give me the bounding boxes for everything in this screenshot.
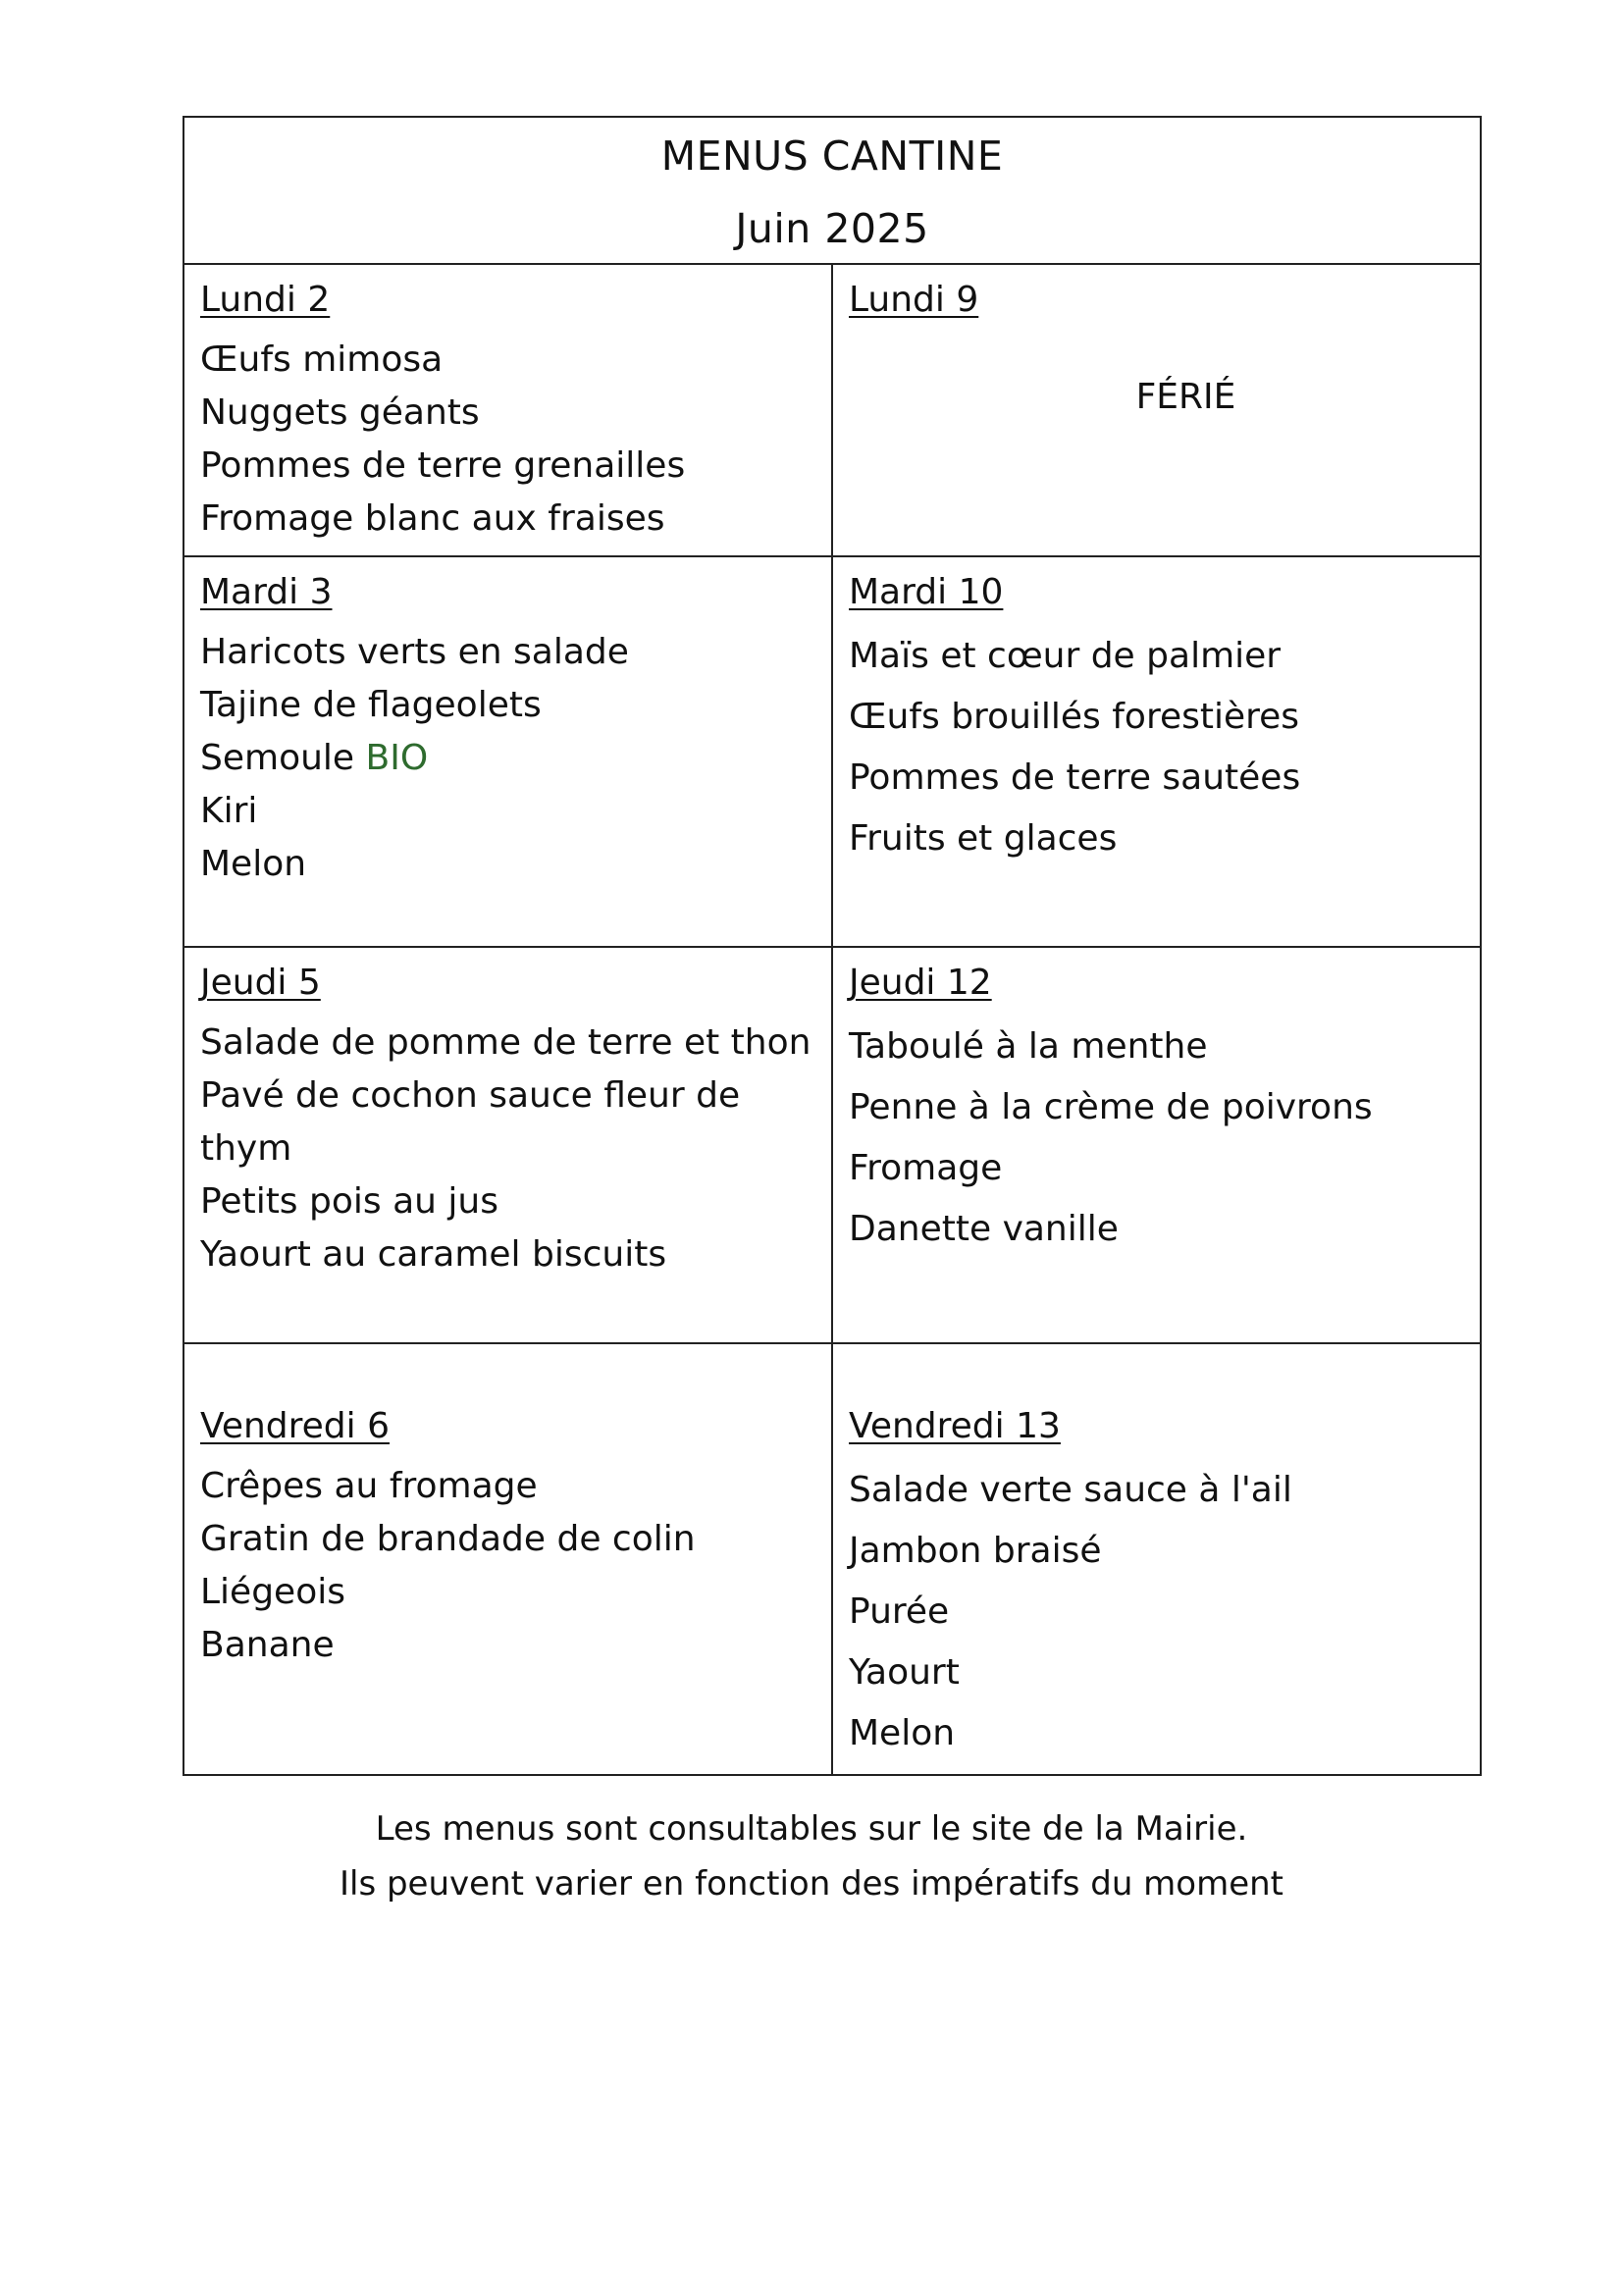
page-title: MENUS CANTINE [660,132,1004,180]
footer-note [0,1801,1623,1911]
dish-item: Œufs brouillés forestières [849,697,1300,737]
day-cell-jeudi-12 [832,947,1481,1343]
dish-item: Pommes de terre grenailles [200,445,686,486]
dish-item: Pommes de terre sautées [849,757,1301,798]
dish-item: Kiri [200,791,258,831]
dish-item: Fromage [849,1148,1003,1188]
dish-item: Crêpes au fromage [200,1466,538,1506]
page-subtitle: Juin 2025 [735,205,929,252]
dish-item: Melon [200,844,307,884]
day-label: Mardi 10 [849,572,1004,612]
dish-item: Danette vanille [849,1209,1119,1249]
dish-item: Yaourt au caramel biscuits [200,1234,667,1275]
menu-table [183,116,1482,1776]
dish-item: Tajine de flageolets [200,685,542,725]
day-cell-lundi-2 [183,264,832,556]
bio-label: BIO [365,738,429,778]
dish-item: Haricots verts en salade [200,632,629,672]
dish-item: Banane [200,1625,335,1665]
day-label: Vendredi 13 [849,1406,1061,1446]
day-label: Lundi 9 [849,280,979,320]
day-cell-vendredi-13 [832,1343,1481,1775]
dish-item: Salade de pomme de terre et thon [200,1022,812,1063]
dish-item: Purée [849,1592,950,1632]
dish-item: Fromage blanc aux fraises [200,498,665,539]
day-label: Jeudi 12 [849,963,992,1003]
dish-name: Semoule [200,738,355,778]
day-label: Jeudi 5 [200,963,321,1003]
dish-item: Œufs mimosa [200,339,444,380]
day-cell-vendredi-6 [183,1343,832,1775]
dish-item: Jambon braisé [849,1531,1102,1571]
day-cell-mardi-10 [832,556,1481,947]
dish-item: Gratin de brandade de colin [200,1519,696,1559]
dish-item: Yaourt [849,1652,960,1693]
dish-item-with-bio [200,732,815,785]
dish-item: Taboulé à la menthe [849,1026,1208,1067]
holiday-note: FÉRIÉ [1135,377,1236,417]
dish-item: Melon [849,1713,956,1753]
day-label: Mardi 3 [200,572,333,612]
day-cell-jeudi-5 [183,947,832,1343]
dish-item: Nuggets géants [200,392,480,433]
dish-item: Pavé de cochon sauce fleur de thym [200,1075,741,1169]
dish-item: Penne à la crème de poivrons [849,1087,1373,1127]
day-cell-lundi-9 [832,264,1481,556]
footer-line-1: Les menus sont consultables sur le site de la Mairie. [375,1809,1248,1849]
dish-item: Liégeois [200,1572,345,1612]
dish-item: Salade verte sauce à l'ail [849,1470,1292,1510]
day-cell-mardi-3 [183,556,832,947]
day-label: Vendredi 6 [200,1406,391,1446]
dish-item: Fruits et glaces [849,818,1118,859]
menu-header [183,117,1481,264]
footer-line-2: Ils peuvent varier en fonction des impératifs du moment [339,1864,1284,1904]
day-label: Lundi 2 [200,280,331,320]
dish-item: Maïs et cœur de palmier [849,636,1282,676]
dish-item: Petits pois au jus [200,1181,498,1222]
